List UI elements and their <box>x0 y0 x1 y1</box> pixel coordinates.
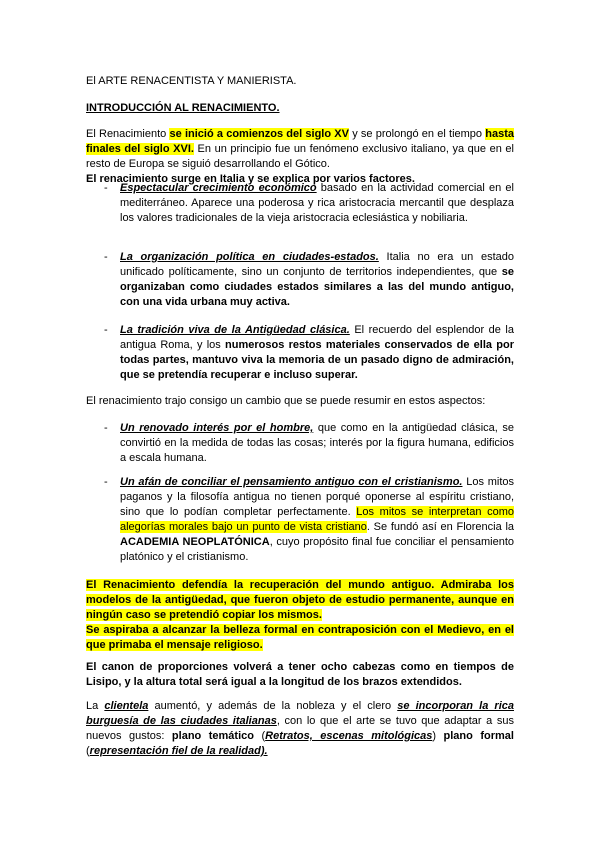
list-dash: - <box>104 251 108 263</box>
change-intro: El renacimiento trajo consigo un cambio que se puede resumir en estos aspectos: <box>86 395 486 407</box>
section-heading <box>86 101 514 116</box>
list-item: La organización política en ciudades-estados. Italia no era un estado unificado políticamente, sino un conjunto de territorios independientes, que se organizaban como ciudades estados similares a las del mundo antiguo, con una vida urbana muy activa. <box>120 251 514 308</box>
document-title: El ARTE RENACENTISTA Y MANIERISTA. <box>86 75 297 87</box>
canon-paragraph: El canon de proporciones volverá a tener ocho cabezas como en tiempos de Lisipo, y la altura total será igual a la longitud de los brazos extendidos. <box>86 661 514 688</box>
highlight-paragraph: El Renacimiento defendía la recuperación del mundo antiguo. Admiraba los modelos de la antigüedad, que fueron objeto de estudio permanente, aunque en ningún caso se pretendió copiar los mismos. Se aspiraba a alcanzar la belleza formal en contraposición con el Medievo, en el que primaba el mensaje religioso. <box>86 579 514 651</box>
clientela-paragraph: La clientela aumentó, y además de la nobleza y el clero se incorporan la rica burguesía de las ciudades italianas, con lo que el arte se tuvo que adaptar a sus nuevos gustos: plano temático (Retratos, escenas mitológicas) plano formal (representación fiel de la realidad). <box>86 700 514 757</box>
list-dash: - <box>104 422 108 434</box>
list-item: Un afán de conciliar el pensamiento antiguo con el cristianismo. Los mitos paganos y la filosofía antigua no tienen porqué oponerse al espíritu cristiano, sino que lo podían completar perfectamente. Los mitos se interpretan como alegorías morales bajo un punto de vista cristiano. Se fundó así en Florencia la ACADEMIA NEOPLATÓNICA, cuyo propósito final fue conciliar el pensamiento platónico y el cristianismo. <box>120 476 515 563</box>
list-dash: - <box>104 182 108 194</box>
list-dash: - <box>104 476 108 488</box>
list-dash: - <box>104 324 108 336</box>
list-item: Espectacular crecimiento económico basado en la actividad comercial en el mediterráneo. Aparece una poderosa y rica aristocracia mercantil que desplaza los valores tradicionales de la vieja aristocracia eclesiástica y nobiliaria. <box>120 182 514 224</box>
list-item: La tradición viva de la Antigüedad clásica. El recuerdo del esplendor de la antigua Roma, y los numerosos restos materiales conservados de ella por todas partes, mantuvo viva la memoria de un pasado digno de admiración, que se pretendía recuperar e incluso superar. <box>120 324 514 381</box>
heading-text: INTRODUCCIÓN AL RENACIMIENTO. <box>86 102 280 114</box>
list-item: Un renovado interés por el hombre, que como en la antigüedad clásica, se convirtió en la medida de todas las cosas; interés por la figura humana, edificios a escala humana. <box>120 422 514 464</box>
intro-paragraph: El Renacimiento se inició a comienzos del siglo XV y se prolongó en el tiempo hasta finales del siglo XVI. En un principio fue un fenómeno exclusivo italiano, ya que en el resto de Europa se siguió desarrollando el Gótico. El renacimiento surge en Italia y se explica por varios factores. <box>86 128 515 185</box>
